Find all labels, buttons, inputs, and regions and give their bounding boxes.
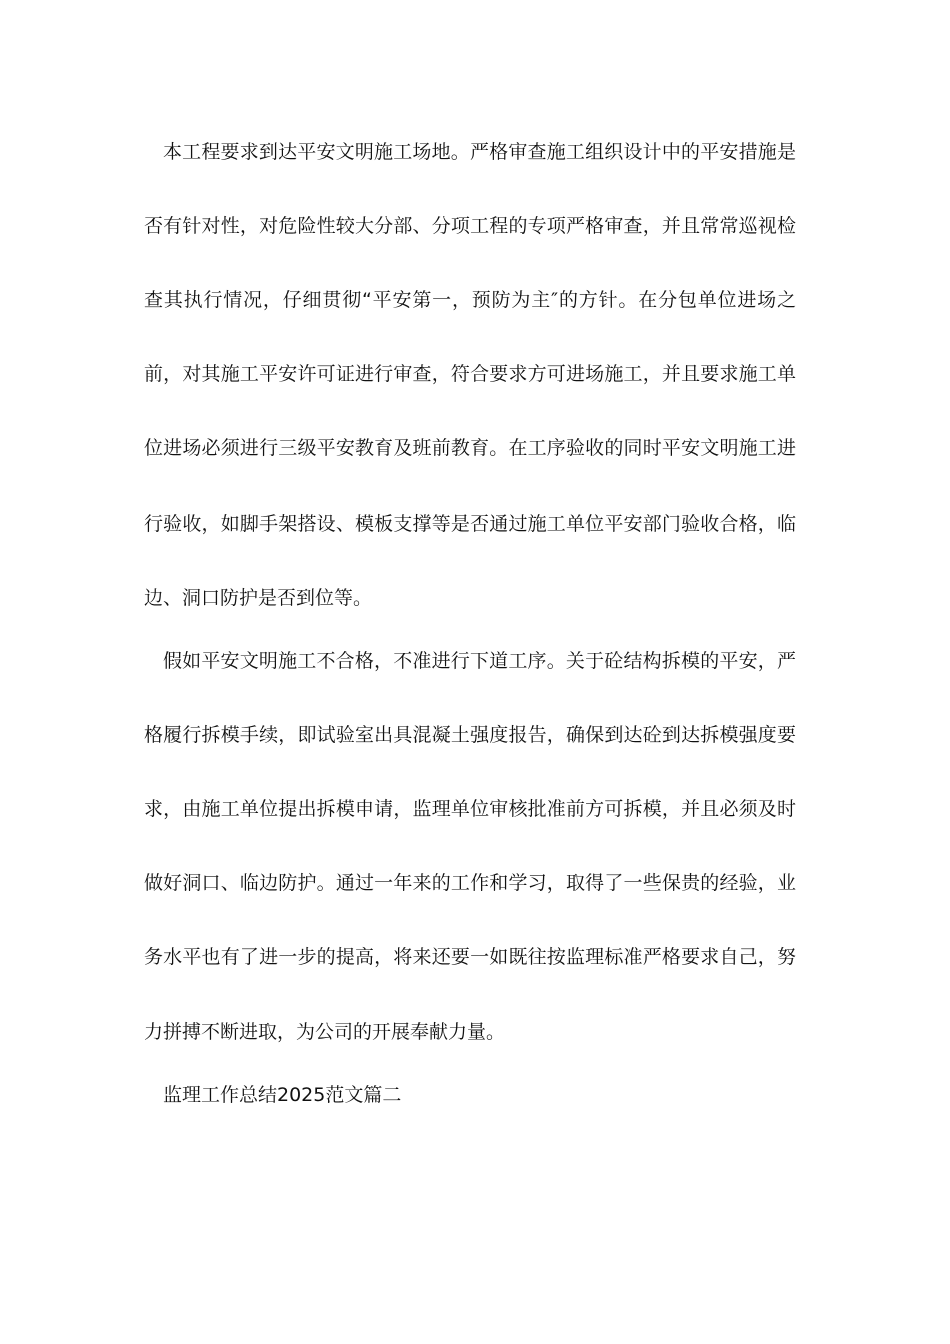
paragraph-2-line-6: 力拼搏不断进取，为公司的开展奉献力量。 [144,1021,506,1043]
paragraph-2-line-1: 假如平安文明施工不合格，不准进行下道工序。关于砼结构拆模的平安，严 [163,650,796,672]
paragraph-1-line-5: 位进场必须进行三级平安教育及班前教育。在工序验收的同时平安文明施工进 [144,437,796,459]
paragraph-1-line-6: 行验收，如脚手架搭设、模板支撑等是否通过施工单位平安部门验收合格，临 [144,513,796,535]
paragraph-2-line-4: 做好洞口、临边防护。通过一年来的工作和学习，取得了一些保贵的经验，业 [144,872,796,894]
paragraph-2-line-2: 格履行拆模手续，即试验室出具混凝土强度报告，确保到达砼到达拆模强度要 [144,724,796,746]
paragraph-1-line-7: 边、洞口防护是否到位等。 [144,587,373,609]
paragraph-2-line-3: 求，由施工单位提出拆模申请，监理单位审核批准前方可拆模，并且必须及时 [144,798,796,820]
paragraph-1-line-1: 本工程要求到达平安文明施工场地。严格审查施工组织设计中的平安措施是 [163,141,796,163]
paragraph-1-line-2: 否有针对性，对危险性较大分部、分项工程的专项严格审查，并且常常巡视检 [144,215,796,237]
section-heading: 监理工作总结2025范文篇二 [163,1084,402,1106]
paragraph-1-line-4: 前，对其施工平安许可证进行审查，符合要求方可进场施工，并且要求施工单 [144,363,796,385]
paragraph-2-line-5: 务水平也有了进一步的提高，将来还要一如既往按监理标准严格要求自己，努 [144,946,796,968]
paragraph-1-line-3: 查其执行情况，仔细贯彻“平安第一，预防为主″的方针。在分包单位进场之 [144,289,796,311]
